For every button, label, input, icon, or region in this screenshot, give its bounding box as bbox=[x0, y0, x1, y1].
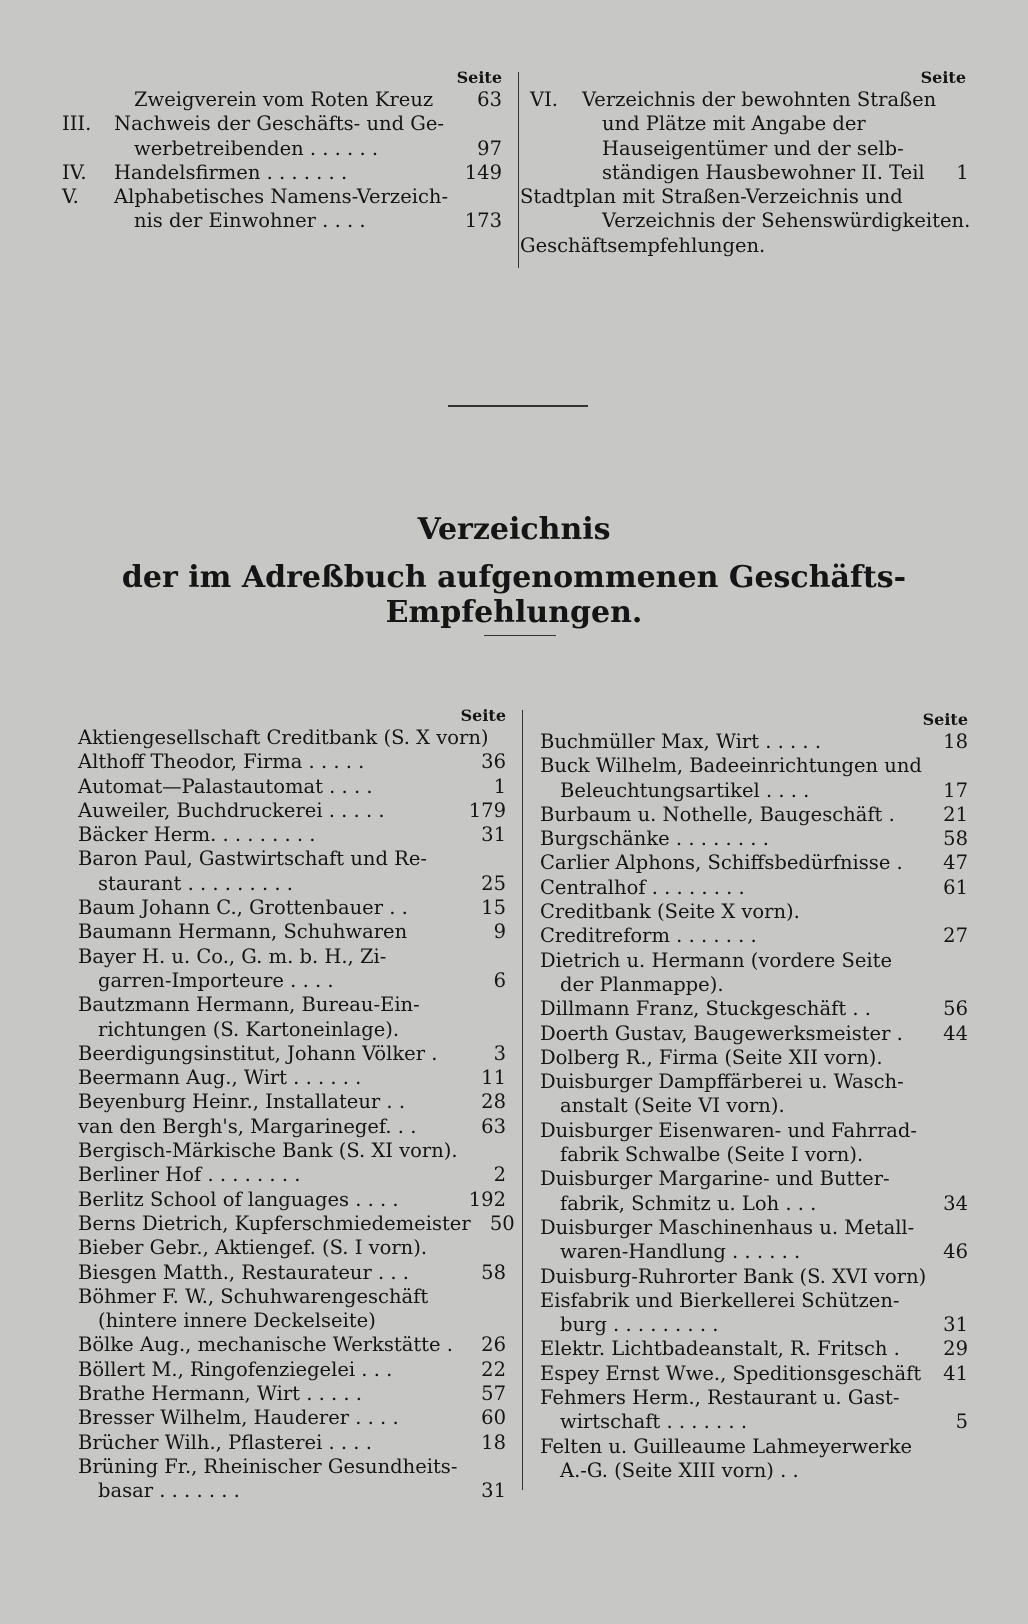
entry-row bbox=[78, 1115, 506, 1139]
toc-divider bbox=[518, 72, 519, 268]
entry-row bbox=[540, 876, 968, 900]
entry-page-number: 21 bbox=[943, 802, 968, 826]
entry-page-number: 173 bbox=[464, 209, 502, 233]
separator-rule-top bbox=[448, 405, 588, 407]
entry-row bbox=[540, 730, 968, 754]
entry-page-number bbox=[462, 945, 506, 969]
toc-left-rows bbox=[62, 88, 502, 234]
entry-page-number: 29 bbox=[943, 1337, 968, 1361]
entry-row bbox=[540, 1119, 968, 1143]
entry-text: Duisburger Margarine- und Butter- bbox=[540, 1167, 890, 1191]
entry-row bbox=[78, 1090, 506, 1114]
entry-row bbox=[78, 1163, 506, 1187]
entry-page-number bbox=[924, 1459, 968, 1483]
entry-page-number bbox=[924, 1046, 968, 1070]
entry-row bbox=[62, 209, 502, 233]
entry-page-number: 15 bbox=[481, 896, 506, 920]
list-divider bbox=[522, 710, 523, 1490]
entry-text: Bieber Gebr., Aktiengef. (S. I vorn). bbox=[78, 1236, 428, 1260]
entry-page-number: 27 bbox=[943, 924, 968, 948]
entry-page-number bbox=[924, 1119, 968, 1143]
entry-page-number: 179 bbox=[468, 798, 506, 822]
list-right-rows bbox=[540, 730, 968, 1483]
entry-row bbox=[78, 1139, 506, 1163]
entry-text: werbetreibenden . . . . . . bbox=[134, 136, 379, 160]
entry-text: Burgschänke . . . . . . . . bbox=[540, 827, 769, 851]
entry-text: Creditreform . . . . . . . bbox=[540, 924, 757, 948]
toc-left-column bbox=[62, 68, 502, 234]
entry-text: Beyenburg Heinr., Installateur . . bbox=[78, 1090, 406, 1114]
entry-text: Böllert M., Ringofenziegelei . . . bbox=[78, 1357, 393, 1381]
entry-page-number bbox=[924, 1094, 968, 1118]
entry-page-number: 41 bbox=[943, 1361, 968, 1385]
entry-text: Dietrich u. Hermann (vordere Seite bbox=[540, 948, 893, 972]
entry-row bbox=[62, 88, 502, 112]
entry-row bbox=[78, 726, 506, 750]
entry-row bbox=[78, 993, 506, 1017]
entry-row bbox=[540, 1192, 968, 1216]
entry-row bbox=[62, 112, 502, 136]
entry-row bbox=[540, 1362, 968, 1386]
entry-text: Eisfabrik und Bierkellerei Schützen- bbox=[540, 1288, 900, 1312]
entry-text: Fehmers Herm., Restaurant u. Gast- bbox=[540, 1386, 900, 1410]
entry-text: Duisburger Maschinenhaus u. Metall- bbox=[540, 1215, 915, 1239]
roman-numeral bbox=[62, 137, 114, 161]
entry-text: Böhmer F. W., Schuhwarengeschäft bbox=[78, 1284, 429, 1308]
entry-text: Baum Johann C., Grottenbauer . . bbox=[78, 896, 408, 920]
list-left-column bbox=[78, 706, 515, 1504]
entry-page-number bbox=[462, 993, 506, 1017]
entry-page-number: 63 bbox=[481, 1114, 506, 1138]
roman-numeral: IV. bbox=[62, 160, 87, 184]
entry-row bbox=[78, 1261, 506, 1285]
entry-page-number bbox=[922, 112, 966, 136]
list-right-column bbox=[540, 710, 968, 1483]
entry-row bbox=[78, 847, 506, 871]
entry-text: Berns Dietrich, Kupferschmiedemeister bbox=[78, 1211, 471, 1235]
entry-row bbox=[540, 1216, 968, 1240]
entry-row bbox=[78, 1431, 506, 1455]
entry-row bbox=[540, 1070, 968, 1094]
entry-row bbox=[78, 775, 506, 799]
entry-page-number bbox=[462, 1309, 506, 1333]
entry-row bbox=[540, 900, 968, 924]
entry-row bbox=[540, 1313, 968, 1337]
entry-text: Zweigverein vom Roten Kreuz bbox=[134, 88, 434, 111]
entry-page-number: 63 bbox=[477, 88, 502, 111]
entry-text: Brücher Wilh., Pflasterei . . . . bbox=[78, 1430, 372, 1454]
entry-text: fabrik Schwalbe (Seite I vorn). bbox=[560, 1143, 864, 1167]
entry-text: Dillmann Franz, Stuckgeschäft . . bbox=[540, 997, 871, 1021]
entry-text: Nachweis der Geschäfts- und Ge- bbox=[114, 112, 444, 136]
entry-row bbox=[78, 1479, 506, 1503]
entry-page-number bbox=[922, 185, 966, 209]
entry-text: ständigen Hausbewohner II. Teil bbox=[602, 160, 925, 184]
entry-page-number bbox=[924, 900, 968, 924]
entry-row bbox=[540, 949, 968, 973]
entry-row bbox=[540, 924, 968, 948]
entry-text: Duisburg-Ruhrorter Bank (S. XVI vorn) bbox=[540, 1264, 927, 1288]
entry-page-number bbox=[924, 1386, 968, 1410]
entry-text: Felten u. Guilleaume Lahmeyerwerke bbox=[540, 1434, 913, 1458]
entry-text: Automat—Palastautomat . . . . bbox=[78, 774, 373, 798]
entry-page-number bbox=[924, 1167, 968, 1191]
entry-row bbox=[78, 896, 506, 920]
entry-row bbox=[540, 851, 968, 875]
entry-page-number: 1 bbox=[956, 160, 969, 184]
entry-text: van den Bergh's, Margarinegef. . . bbox=[78, 1114, 417, 1138]
entry-text: Hauseigentümer und der selb- bbox=[602, 136, 904, 160]
entry-row bbox=[78, 1406, 506, 1430]
entry-text: Beermann Aug., Wirt . . . . . . bbox=[78, 1066, 362, 1090]
entry-page-number: 58 bbox=[943, 827, 968, 851]
entry-page-number bbox=[462, 1018, 506, 1042]
roman-numeral bbox=[62, 88, 114, 112]
section-title: Verzeichnis bbox=[417, 512, 611, 547]
entry-text: burg . . . . . . . . . bbox=[560, 1313, 719, 1337]
entry-text: der Planmappe). bbox=[560, 972, 724, 996]
entry-page-number bbox=[924, 973, 968, 997]
entry-page-number: 58 bbox=[481, 1260, 506, 1284]
entry-row bbox=[540, 1435, 968, 1459]
roman-numeral: III. bbox=[62, 112, 92, 136]
separator-rule-bottom bbox=[484, 635, 556, 636]
entry-text: Geschäftsempfehlungen. bbox=[520, 233, 766, 257]
entry-row bbox=[540, 1022, 968, 1046]
entry-page-number: 60 bbox=[481, 1406, 506, 1430]
entry-text: Berliner Hof . . . . . . . . bbox=[78, 1163, 301, 1187]
entry-text: Baron Paul, Gastwirtschaft und Re- bbox=[78, 847, 427, 871]
entry-row bbox=[540, 1046, 968, 1070]
entry-row bbox=[540, 779, 968, 803]
entry-row bbox=[540, 803, 968, 827]
entry-row bbox=[520, 233, 966, 258]
entry-page-number: 34 bbox=[943, 1191, 968, 1215]
entry-text: Buchmüller Max, Wirt . . . . . bbox=[540, 730, 822, 753]
entry-row bbox=[540, 997, 968, 1021]
entry-page-number bbox=[489, 726, 533, 750]
entry-text: Elektr. Lichtbadeanstalt, R. Fritsch . bbox=[540, 1337, 900, 1361]
entry-row bbox=[530, 137, 966, 161]
entry-page-number: 22 bbox=[481, 1357, 506, 1381]
roman-numeral: V. bbox=[62, 185, 79, 209]
entry-row bbox=[78, 750, 506, 774]
entry-page-number bbox=[462, 1455, 506, 1479]
entry-page-number: 50 bbox=[489, 1211, 515, 1235]
roman-numeral bbox=[530, 161, 582, 185]
entry-text: Creditbank (Seite X vorn). bbox=[540, 900, 800, 924]
entry-page-number bbox=[922, 234, 966, 258]
roman-numeral bbox=[530, 137, 582, 161]
entry-row bbox=[78, 823, 506, 847]
entry-text: wirtschaft . . . . . . . bbox=[560, 1410, 748, 1434]
entry-text: waren-Handlung . . . . . . bbox=[560, 1240, 801, 1264]
entry-row bbox=[540, 1410, 968, 1434]
entry-text: Duisburger Dampffärberei u. Wasch- bbox=[540, 1070, 904, 1094]
entry-text: Doerth Gustav, Baugewerksmeister . bbox=[540, 1021, 903, 1045]
entry-text: Espey Ernst Wwe., Speditionsgeschäft bbox=[540, 1361, 922, 1385]
list-right-header: Seite bbox=[922, 710, 968, 729]
entry-row bbox=[530, 160, 969, 185]
entry-page-number: 1 bbox=[493, 774, 506, 798]
entry-page-number bbox=[924, 1435, 968, 1459]
entry-page-number: 47 bbox=[943, 851, 968, 875]
entry-row bbox=[530, 88, 966, 112]
entry-page-number: 61 bbox=[943, 875, 968, 899]
entry-page-number bbox=[924, 1070, 968, 1094]
entry-page-number: 44 bbox=[943, 1021, 968, 1045]
entry-text: Centralhof . . . . . . . . bbox=[540, 875, 745, 899]
entry-page-number: 192 bbox=[468, 1187, 506, 1211]
entry-row bbox=[530, 209, 971, 233]
entry-text: und Plätze mit Angabe der bbox=[602, 112, 866, 136]
entry-page-number: 56 bbox=[943, 997, 968, 1021]
entry-page-number: 3 bbox=[493, 1041, 506, 1065]
entry-text: Alphabetisches Namens-Verzeich- bbox=[114, 185, 449, 209]
entry-row bbox=[78, 1358, 506, 1382]
entry-page-number bbox=[924, 754, 968, 778]
entry-row bbox=[540, 1143, 968, 1167]
entry-row bbox=[78, 1042, 506, 1066]
entry-text: Bergisch-Märkische Bank (S. XI vorn). bbox=[78, 1139, 458, 1163]
entry-page-number: 11 bbox=[481, 1066, 506, 1090]
entry-text: staurant . . . . . . . . . bbox=[98, 871, 293, 895]
entry-page-number bbox=[924, 1143, 968, 1167]
entry-text: Bresser Wilhelm, Hauderer . . . . bbox=[78, 1406, 399, 1430]
entry-page-number bbox=[926, 1265, 970, 1289]
entry-text: Verzeichnis der bewohnten Straßen bbox=[582, 88, 937, 111]
entry-row bbox=[540, 1265, 968, 1289]
roman-numeral bbox=[62, 209, 114, 233]
toc-right-column bbox=[520, 68, 971, 258]
entry-page-number bbox=[970, 209, 1014, 233]
toc-right-header: Seite bbox=[920, 68, 966, 87]
entry-row bbox=[78, 1188, 506, 1212]
entry-page-number: 36 bbox=[481, 750, 506, 774]
entry-row bbox=[78, 1211, 515, 1236]
entry-row bbox=[78, 1236, 506, 1260]
entry-row bbox=[540, 1240, 968, 1264]
entry-text: Bölke Aug., mechanische Werkstätte . bbox=[78, 1333, 453, 1357]
entry-page-number bbox=[924, 1216, 968, 1240]
entry-page-number: 28 bbox=[481, 1090, 506, 1114]
list-left-rows bbox=[78, 726, 515, 1504]
entry-row bbox=[540, 1094, 968, 1118]
entry-page-number: 26 bbox=[481, 1333, 506, 1357]
entry-text: Berlitz School of languages . . . . bbox=[78, 1187, 399, 1211]
entry-text: Buck Wilhelm, Badeeinrichtungen und bbox=[540, 754, 922, 778]
entry-text: richtungen (S. Kartoneinlage). bbox=[98, 1017, 400, 1041]
entry-row bbox=[540, 1386, 968, 1410]
entry-page-number bbox=[924, 949, 968, 973]
entry-page-number bbox=[922, 137, 966, 161]
entry-text: fabrik, Schmitz u. Loh . . . bbox=[560, 1191, 817, 1215]
entry-row bbox=[540, 754, 968, 778]
entry-text: Brüning Fr., Rheinischer Gesundheits- bbox=[78, 1454, 458, 1478]
roman-numeral: VI. bbox=[530, 88, 558, 111]
entry-text: Bayer H. u. Co., G. m. b. H., Zi- bbox=[78, 944, 387, 968]
entry-text: Carlier Alphons, Schiffsbedürfnisse . bbox=[540, 851, 903, 875]
entry-page-number: 17 bbox=[943, 778, 968, 802]
toc-right-rows bbox=[520, 88, 971, 258]
entry-text: Verzeichnis der Sehenswürdigkeiten. bbox=[602, 209, 971, 233]
entry-text: nis der Einwohner . . . . bbox=[134, 209, 366, 233]
entry-row bbox=[540, 1337, 968, 1361]
entry-page-number bbox=[462, 1139, 506, 1163]
toc-left-header: Seite bbox=[456, 68, 502, 87]
roman-numeral bbox=[530, 112, 582, 136]
entry-text: Bautzmann Hermann, Bureau-Ein- bbox=[78, 993, 420, 1017]
entry-text: (hintere innere Deckelseite) bbox=[98, 1309, 376, 1333]
entry-text: garren-Importeure . . . . bbox=[98, 968, 334, 992]
list-left-header: Seite bbox=[460, 706, 506, 725]
entry-row bbox=[62, 137, 502, 161]
entry-row bbox=[78, 1309, 506, 1333]
entry-text: Burbaum u. Nothelle, Baugeschäft . bbox=[540, 802, 895, 826]
entry-page-number: 5 bbox=[955, 1410, 968, 1434]
entry-text: A.-G. (Seite XIII vorn) . . bbox=[560, 1458, 799, 1482]
entry-row bbox=[530, 112, 966, 136]
entry-row bbox=[540, 827, 968, 851]
entry-text: Bäcker Herm. . . . . . . . . bbox=[78, 823, 316, 847]
entry-text: Beleuchtungsartikel . . . . bbox=[560, 778, 810, 802]
entry-page-number: 18 bbox=[481, 1430, 506, 1454]
entry-row bbox=[78, 1018, 506, 1042]
entry-page-number: 6 bbox=[493, 968, 506, 992]
entry-page-number: 31 bbox=[481, 1479, 506, 1503]
entry-row bbox=[78, 920, 506, 944]
entry-page-number bbox=[462, 1285, 506, 1309]
entry-row bbox=[540, 1459, 968, 1483]
entry-page-number: 25 bbox=[481, 871, 506, 895]
entry-page-number: 2 bbox=[493, 1163, 506, 1187]
entry-page-number bbox=[924, 1289, 968, 1313]
entry-text: Beerdigungsinstitut, Johann Völker . bbox=[78, 1041, 438, 1065]
entry-row bbox=[78, 1285, 506, 1309]
entry-page-number bbox=[462, 1236, 506, 1260]
entry-page-number bbox=[936, 88, 980, 112]
entry-row bbox=[62, 161, 502, 185]
entry-page-number: 46 bbox=[943, 1240, 968, 1264]
entry-page-number: 31 bbox=[481, 823, 506, 847]
entry-page-number bbox=[458, 185, 502, 209]
entry-page-number: 57 bbox=[481, 1382, 506, 1406]
entry-row bbox=[78, 945, 506, 969]
entry-text: Aktiengesellschaft Creditbank (S. X vorn) bbox=[78, 726, 489, 749]
section-subtitle: der im Adreßbuch aufgenommenen Geschäfts-Empfehlungen. bbox=[121, 560, 907, 630]
entry-row bbox=[78, 872, 506, 896]
entry-row bbox=[78, 969, 506, 993]
entry-page-number: 97 bbox=[477, 136, 502, 160]
entry-text: Brathe Hermann, Wirt . . . . . bbox=[78, 1382, 362, 1406]
entry-text: Biesgen Matth., Restaurateur . . . bbox=[78, 1260, 409, 1284]
entry-text: Dolberg R., Firma (Seite XII vorn). bbox=[540, 1045, 883, 1069]
entry-row bbox=[78, 1066, 506, 1090]
entry-page-number: 31 bbox=[943, 1313, 968, 1337]
entry-row bbox=[62, 185, 502, 209]
entry-row bbox=[78, 1382, 506, 1406]
entry-row bbox=[540, 973, 968, 997]
entry-text: Baumann Hermann, Schuhwaren bbox=[78, 920, 408, 944]
entry-row bbox=[78, 1455, 506, 1479]
entry-text: basar . . . . . . . bbox=[98, 1479, 240, 1503]
entry-text: Stadtplan mit Straßen-Verzeichnis und bbox=[520, 185, 903, 209]
entry-row bbox=[520, 185, 966, 209]
entry-text: Duisburger Eisenwaren- und Fahrrad- bbox=[540, 1118, 917, 1142]
roman-numeral bbox=[530, 209, 582, 233]
entry-text: Auweiler, Buchdruckerei . . . . . bbox=[78, 798, 385, 822]
entry-page-number: 9 bbox=[493, 920, 506, 944]
entry-text: Handelsfirmen . . . . . . . bbox=[114, 160, 348, 184]
entry-row bbox=[540, 1289, 968, 1313]
entry-page-number: 149 bbox=[464, 160, 502, 184]
entry-page-number bbox=[462, 847, 506, 871]
entry-row bbox=[540, 1167, 968, 1191]
entry-row bbox=[78, 1333, 506, 1357]
entry-row bbox=[78, 799, 506, 823]
entry-text: Althoff Theodor, Firma . . . . . bbox=[78, 750, 365, 774]
entry-text: anstalt (Seite VI vorn). bbox=[560, 1094, 785, 1118]
entry-page-number: 18 bbox=[943, 730, 968, 753]
entry-page-number bbox=[458, 112, 502, 136]
